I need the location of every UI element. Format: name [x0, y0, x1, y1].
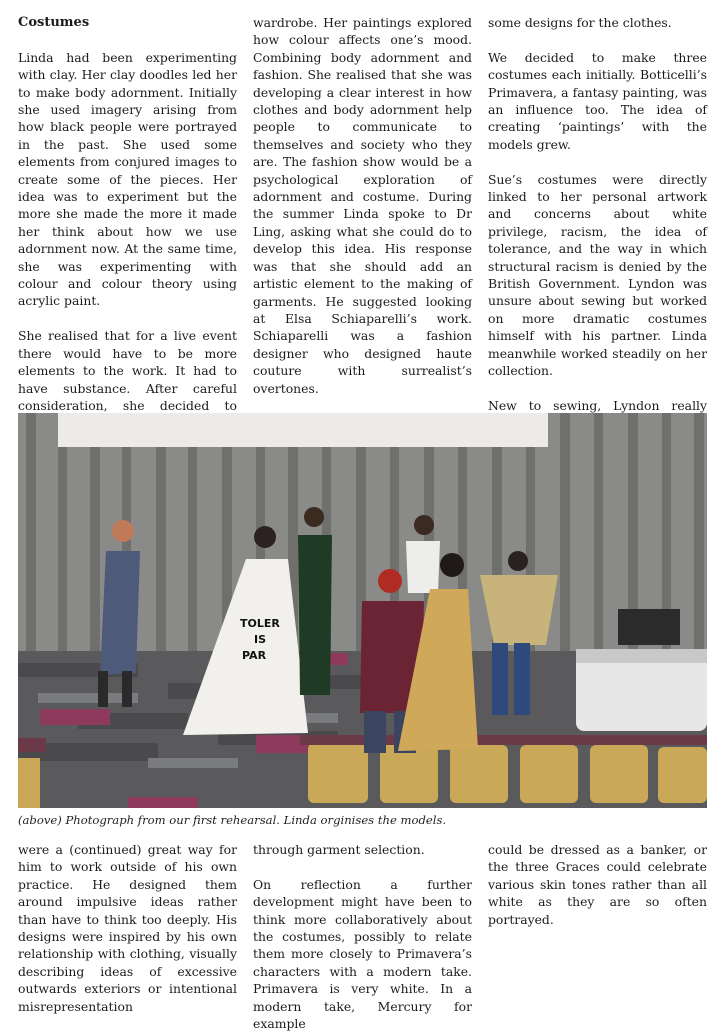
paragraph: wardrobe. Her paintings explored how colour affects one’s mood. Combining body adornment and fashion. She realised that she was developing a clear interest in how clothes and body adornment help people to communicate to themselves and society who they are. The fashion show would be a psychological exploration of adornment and costume. During the summer Linda spoke to Dr Ling, asking what she could do to develop this idea. His response was that she should add an artistic element to the making of garments. He suggested looking at Elsa Schiaparelli’s work. Schiaparelli was a fashion designer who designed haute couture with surrealist’s overtones.: [253, 15, 472, 396]
photo-caption: (above) Photograph from our first rehearsal. Linda orginises the models.: [18, 813, 447, 827]
gown-text-line-1: TOLER: [240, 617, 280, 630]
article-column-6: [488, 841, 707, 928]
article-column-4: [18, 841, 237, 1015]
section-heading: Costumes: [18, 15, 90, 30]
paragraph: Linda had been experimenting with clay. Her clay doodles led her to make body adornment. Initially she used imagery arising from how black people were portrayed in the past. She used some elements from conjured images to create some of the pieces. Her idea was to experiment but the more she made the more it made her think about how we use adornment now. At the same time, she was experimenting with colour and colour theory using acrylic paint.: [18, 49, 237, 309]
paragraph: through garment selection.: [253, 842, 425, 857]
paragraph: were a (continued) great way for him to work outside of his own practice. He designed them around impulsive ideas rather than have to think too deeply. His designs were inspired by his own relationship with clothing, visually describing ideas of excessive outwards exteriors or intentional misrepresentation: [18, 842, 237, 1014]
paragraph: On reflection a further development might have been to think more collaboratively about the costumes, possibly to relate them more closely to Primavera’s characters with a modern take. Primavera is very white. In a modern take, Mercury for example: [253, 876, 472, 1032]
gown-text-line-2: IS: [254, 633, 267, 646]
article-column-5: [253, 841, 472, 1032]
paragraph: We decided to make three costumes each initially. Botticelli’s Primavera, a fantasy painting, was an influence too. The idea of creating ‘paintings’ with the models grew.: [488, 49, 707, 152]
paragraph: New to sewing, Lyndon really: [488, 397, 707, 413]
article-column-1: [18, 14, 237, 467]
paragraph: could be dressed as a banker, or the three Graces could celebrate various skin tones rather than all white as they are so often portrayed.: [488, 842, 707, 927]
paragraph: She realised that for a live event there would have to be more elements to the work. It had to have substance. After careful consideration, she decided to: [18, 328, 237, 413]
article-column-3: [488, 14, 707, 467]
gown-text-line-3: PAR: [242, 649, 267, 662]
paragraph: Sue’s costumes were directly linked to her personal artwork and concerns about white privilege, racism, the idea of tolerance, and the way in which structural racism is denied by the British Government. Lyndon was unsure about sewing but worked on more dramatic costumes himself with his partner. Linda meanwhile worked steadily on her collection.: [488, 171, 707, 379]
article-column-2: [253, 14, 472, 449]
paragraph: some designs for the clothes.: [488, 15, 672, 30]
rehearsal-photo: [18, 413, 707, 808]
